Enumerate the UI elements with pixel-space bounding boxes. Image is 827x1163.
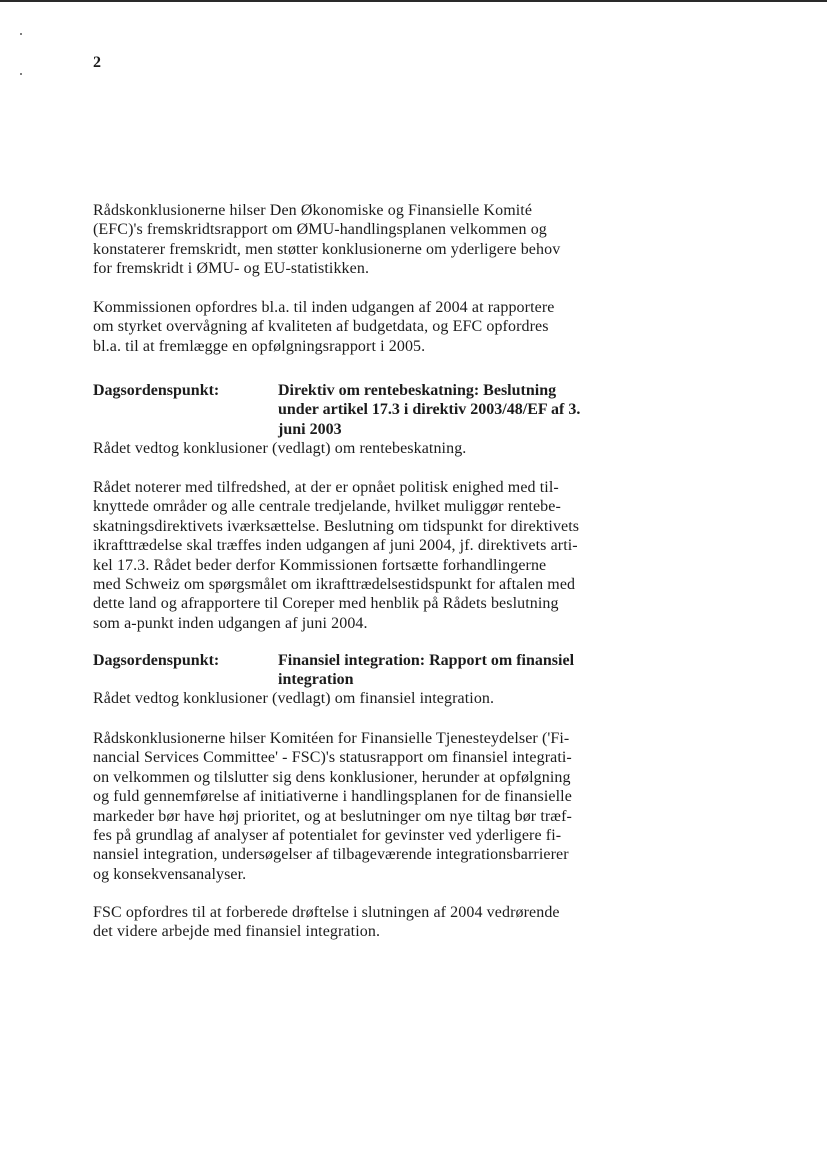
text-line: dette land og afrapportere til Coreper med henblik på Rådets beslutning xyxy=(93,595,559,613)
text-line: og fuld gennemførelse af initiativerne i handlingsplanen for de finansielle xyxy=(93,788,572,806)
agenda-label: Dagsordenspunkt: xyxy=(93,382,220,399)
agenda-title-line: integration xyxy=(278,671,354,689)
text-line: som a-punkt inden udgangen af juni 2004. xyxy=(93,614,368,632)
text-line: ikrafttrædelse skal træffes inden udgangen af juni 2004, jf. direktivets arti- xyxy=(93,537,578,555)
paragraph-conclusions-adopted xyxy=(93,689,633,708)
agenda-item-financial-integration xyxy=(93,651,633,691)
agenda-title-line: Direktiv om rentebeskatning: Beslutning xyxy=(278,382,557,399)
text-line: konstaterer fremskridt, men støtter konklusionerne om yderligere behov xyxy=(93,240,561,258)
text-line: kel 17.3. Rådet beder derfor Kommissionen fortsætte forhandlingerne xyxy=(93,556,547,574)
paragraph-fsc-report xyxy=(93,729,633,884)
text-line: Rådet noterer med tilfredshed, at der er opnået politisk enighed med til- xyxy=(93,479,559,496)
agenda-title-line: under artikel 17.3 i direktiv 2003/48/EF af 3. xyxy=(278,401,581,419)
text-line: bl.a. til at fremlægge en opfølgningsrapport i 2005. xyxy=(93,337,426,355)
paragraph-political-agreement xyxy=(93,478,633,633)
text-line: Kommissionen opfordres bl.a. til inden udgangen af 2004 at rapportere xyxy=(93,299,555,316)
text-line: nansiel integration, undersøgelser af tilbageværende integrationsbarrierer xyxy=(93,846,569,864)
top-border-line xyxy=(0,0,827,2)
text-line: med Schweiz om spørgsmålet om ikrafttrædelsestidspunkt for aftalen med xyxy=(93,576,576,594)
text-line: on velkommen og tilslutter sig dens konklusioner, herunder at opfølgning xyxy=(93,768,571,786)
text-line: det videre arbejde med finansiel integration. xyxy=(93,923,381,941)
text-line: markeder bør have høj prioritet, og at beslutninger om nye tiltag bør træf- xyxy=(93,807,572,825)
text-line: og konsekvensanalyser. xyxy=(93,865,247,883)
text-line: nancial Services Committee' - FSC)'s statusrapport om finansiel integrati- xyxy=(93,749,572,767)
text-line: knyttede områder og alle centrale tredjelande, hvilket muliggør rentebe- xyxy=(93,498,561,516)
text-line: (EFC)'s fremskridtsrapport om ØMU-handlingsplanen velkommen og xyxy=(93,221,547,239)
agenda-title xyxy=(278,651,638,690)
text-line: skatningsdirektivets iværksættelse. Beslutning om tidspunkt for direktivets xyxy=(93,517,580,535)
paragraph-conclusions-adopted xyxy=(93,439,633,458)
text-line: Rådet vedtog konklusioner (vedlagt) om finansiel integration. xyxy=(93,690,495,707)
text-line: Rådet vedtog konklusioner (vedlagt) om rentebeskatning. xyxy=(93,440,467,457)
agenda-title xyxy=(278,381,638,439)
paragraph-fsc-invitation xyxy=(93,903,633,942)
scan-mark xyxy=(20,33,22,35)
text-line: Rådskonklusionerne hilser Den Økonomiske og Finansielle Komité xyxy=(93,202,533,219)
text-line: for fremskridt i ØMU- og EU-statistikken. xyxy=(93,260,370,278)
agenda-item-savings-taxation xyxy=(93,381,633,441)
text-line: om styrket overvågning af kvaliteten af budgetdata, og EFC opfordres xyxy=(93,318,549,336)
text-line: Rådskonklusionerne hilser Komitéen for Finansielle Tjenesteydelser ('Fi- xyxy=(93,730,570,747)
text-line: FSC opfordres til at forberede drøftelse i slutningen af 2004 vedrørende xyxy=(93,904,560,921)
agenda-title-line: juni 2003 xyxy=(278,420,342,438)
agenda-title-line: Finansiel integration: Rapport om finansiel xyxy=(278,652,575,669)
text-line: fes på grundlag af analyser af potentialet for gevinster ved yderligere fi- xyxy=(93,827,562,845)
scan-mark xyxy=(20,73,22,75)
agenda-label: Dagsordenspunkt: xyxy=(93,652,220,669)
paragraph-efc-report xyxy=(93,201,633,279)
paragraph-commission-invitation xyxy=(93,298,633,356)
page-number: 2 xyxy=(93,54,101,71)
